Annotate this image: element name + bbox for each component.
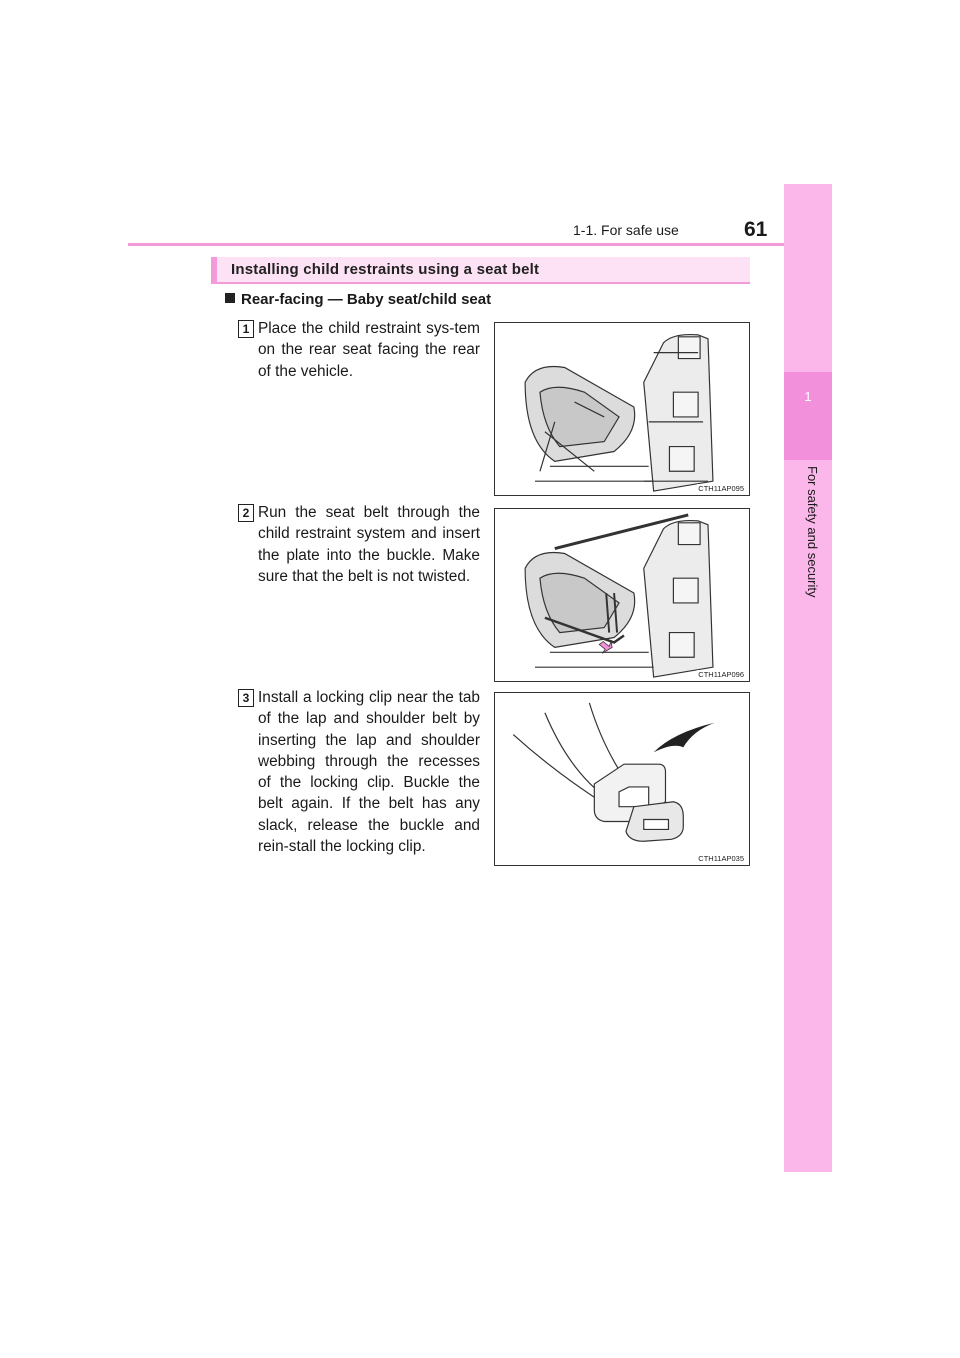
section-title-bar — [211, 257, 750, 284]
section-label: 1-1. For safe use — [573, 222, 679, 238]
pink-arrow-icon — [599, 641, 612, 653]
seat-belt-routing-illustration — [495, 509, 749, 681]
header-divider — [128, 243, 832, 246]
subheading — [225, 291, 491, 308]
chapter-number-block — [784, 372, 832, 460]
step-number-3: 3 — [238, 689, 254, 707]
figure-step-2 — [494, 508, 750, 682]
section-title: Installing child restraints using a seat belt — [231, 261, 540, 278]
chapter-number: 1 — [804, 389, 812, 404]
step-number-1: 1 — [238, 320, 254, 338]
step-text-3: Install a locking clip near the tab of the lap and shoulder belt by inserting the lap and shoulder webbing through the recesses of the locking clip. Buckle the belt again. If the belt has any slack, release the buckle and rein-stall the locking clip. — [258, 689, 480, 856]
page-number: 61 — [744, 218, 768, 241]
chapter-side-tab — [784, 184, 832, 1172]
figure-code-3: CTH11AP035 — [698, 854, 744, 863]
figure-step-1 — [494, 322, 750, 496]
figure-code-2: CTH11AP096 — [698, 670, 744, 679]
child-seat-rear-facing-illustration — [495, 323, 749, 495]
subheading-text: Rear-facing — Baby seat/child seat — [241, 291, 492, 308]
square-bullet-icon — [225, 293, 235, 303]
figure-step-3 — [494, 692, 750, 866]
locking-clip-illustration — [495, 693, 749, 865]
step-text-1: Place the child restraint sys-tem on the rear seat facing the rear of the vehicle. — [258, 320, 480, 380]
step-text-2: Run the seat belt through the child restraint system and insert the plate into the buckle. Make sure that the belt is not twisted. — [258, 504, 480, 585]
step-number-2: 2 — [238, 504, 254, 522]
chapter-title: For safety and security — [805, 466, 820, 598]
figure-code-1: CTH11AP095 — [698, 484, 744, 493]
